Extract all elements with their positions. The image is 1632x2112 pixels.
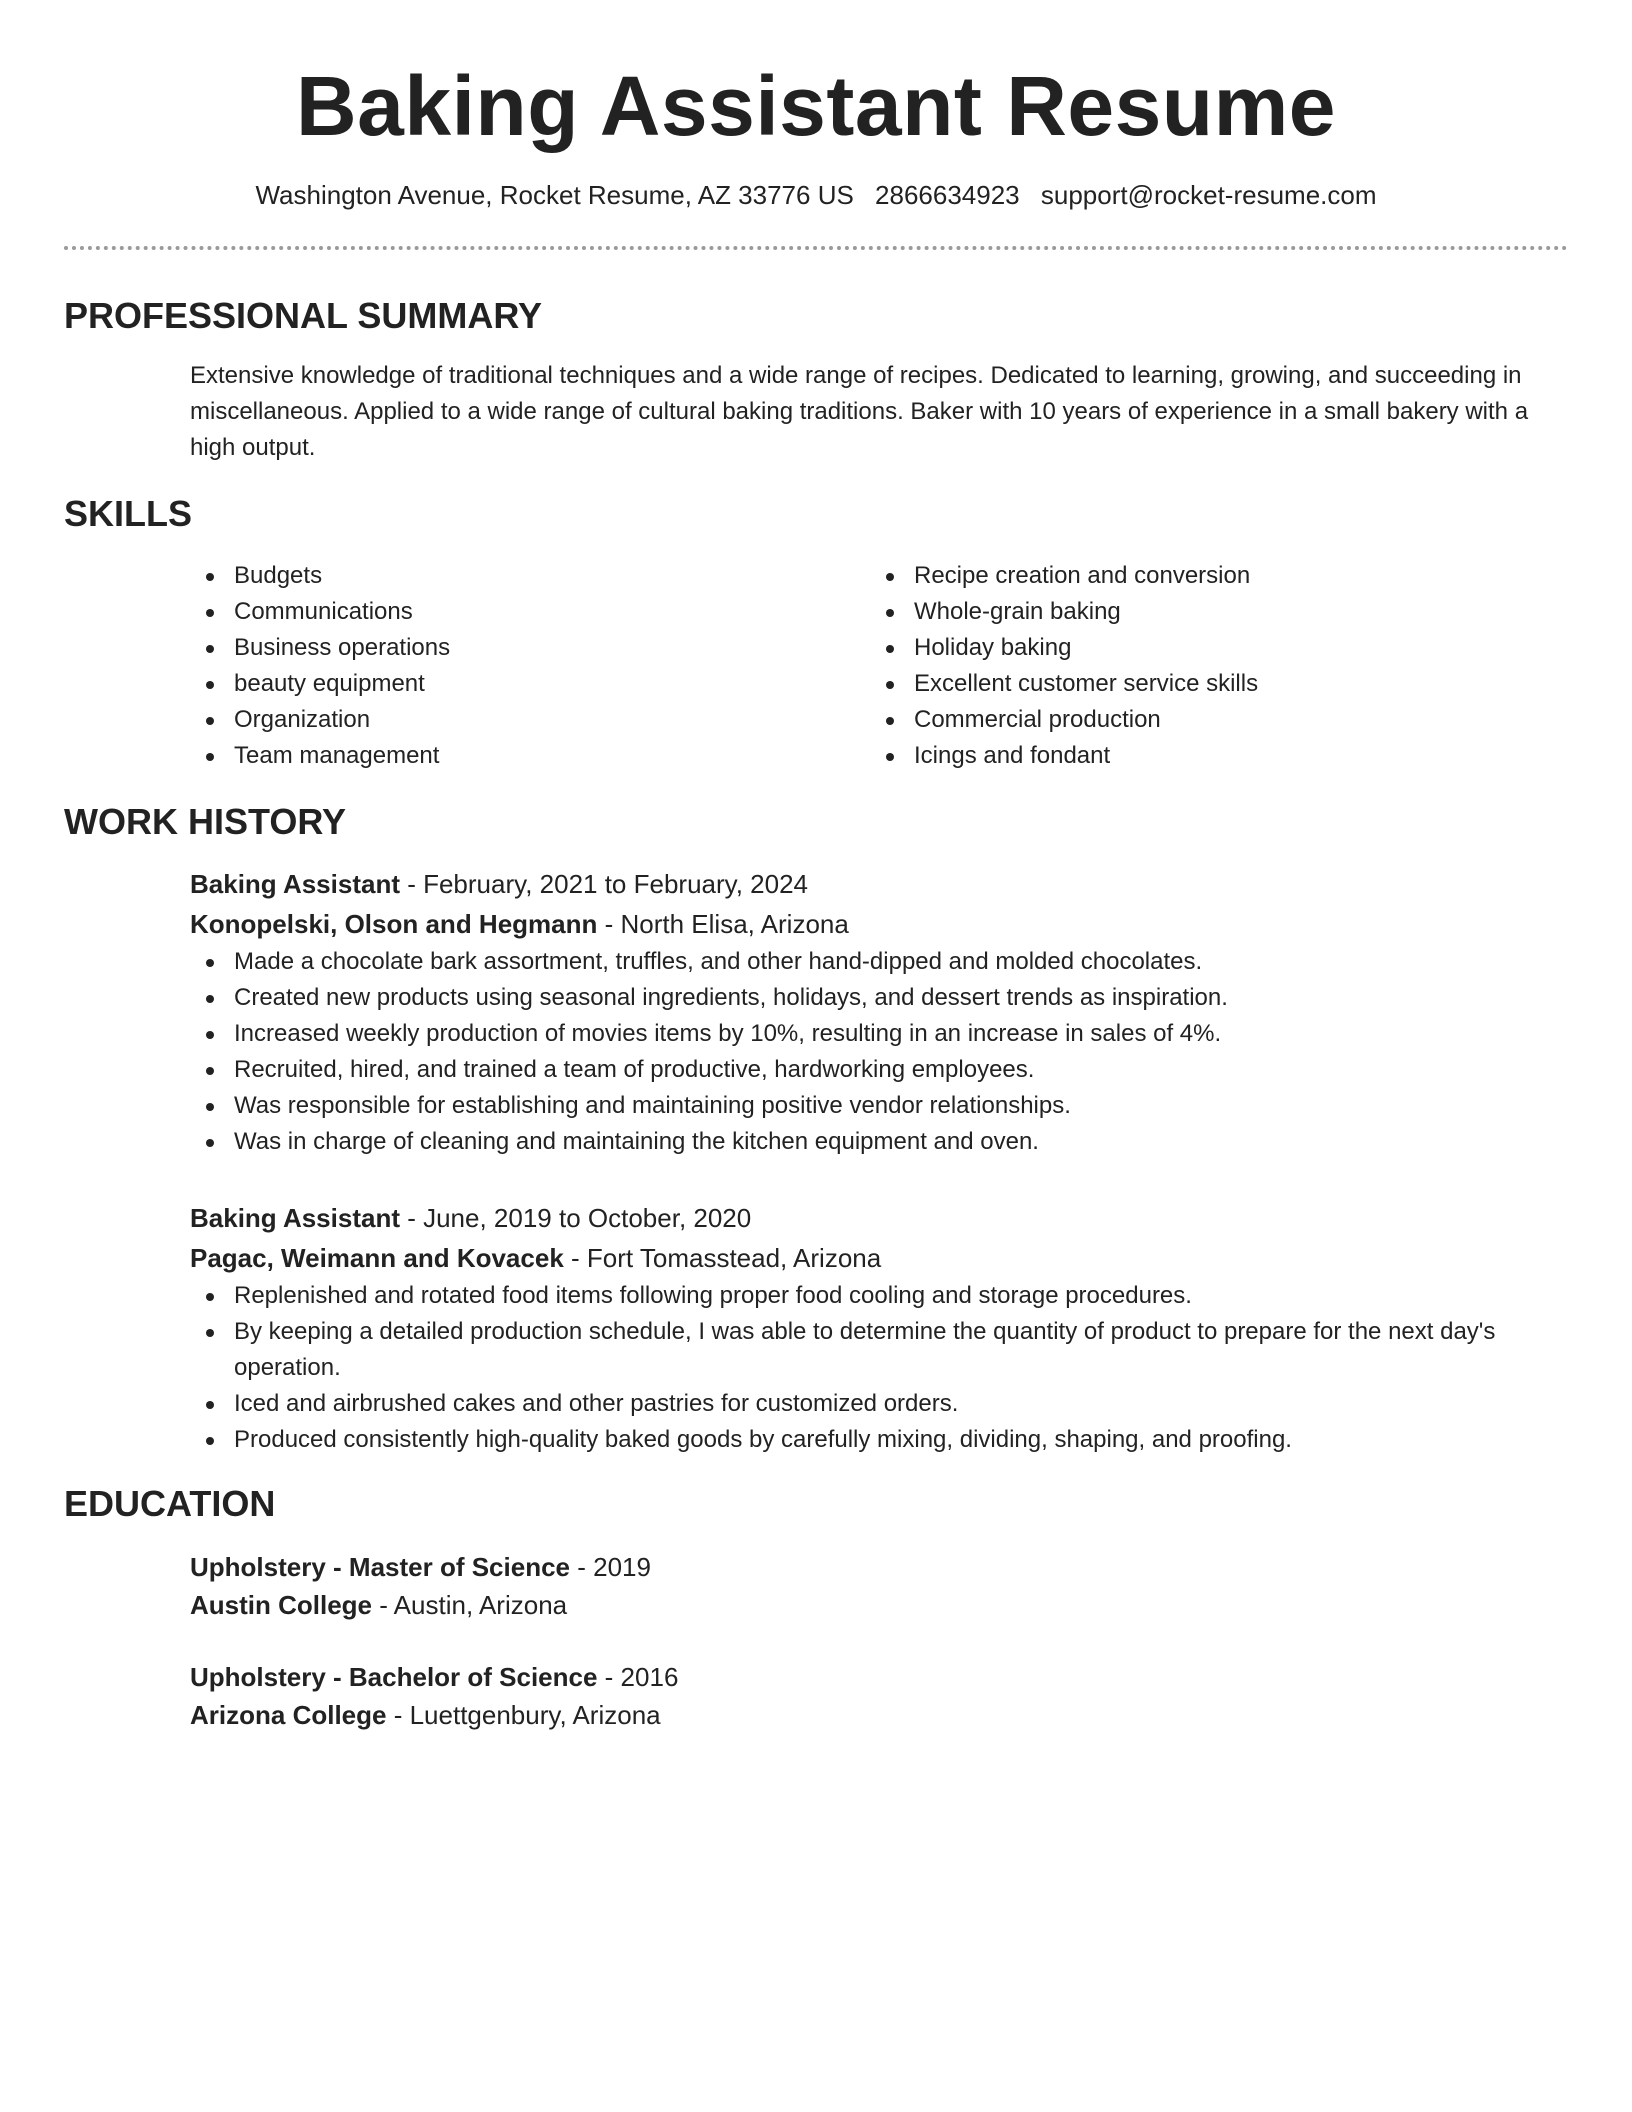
job-location: - North Elisa, Arizona <box>597 909 849 939</box>
skill-item: beauty equipment <box>190 666 870 702</box>
skill-item: Team management <box>190 738 870 774</box>
job-bullet: Made a chocolate bark assortment, truffles, and other hand-dipped and molded chocolates. <box>190 944 1568 980</box>
education-entry <box>190 1658 1568 1734</box>
skill-item: Icings and fondant <box>870 738 1550 774</box>
contact-phone: 2866634923 <box>875 180 1020 210</box>
job-company-line <box>190 1238 1568 1278</box>
summary-heading: PROFESSIONAL SUMMARY <box>64 295 543 336</box>
skills-heading: SKILLS <box>64 493 193 534</box>
summary-text: Extensive knowledge of traditional techniques and a wide range of recipes. Dedicated to learning, growing, and succeeding in miscellaneous. Applied to a wide range of cultural baking traditions. Baker with 10 years of experience in a small bakery with a high output. <box>190 362 1529 461</box>
job-company: Pagac, Weimann and Kovacek <box>190 1243 564 1273</box>
skill-item: Communications <box>190 594 870 630</box>
education-entry <box>190 1548 1568 1624</box>
education-school: Arizona College <box>190 1700 387 1730</box>
education-year: - 2019 <box>570 1552 651 1582</box>
header-divider <box>64 246 1568 250</box>
job-company: Konopelski, Olson and Hegmann <box>190 909 598 939</box>
job-company-line <box>190 904 1568 944</box>
job-bullet: Was in charge of cleaning and maintaining the kitchen equipment and oven. <box>190 1124 1568 1160</box>
skills-column-left <box>190 558 870 774</box>
skill-item: Business operations <box>190 630 870 666</box>
job-bullet: Replenished and rotated food items following proper food cooling and storage procedures. <box>190 1278 1568 1314</box>
job-bullet: Recruited, hired, and trained a team of productive, hardworking employees. <box>190 1052 1568 1088</box>
skills-column-right <box>870 558 1550 774</box>
skill-item: Holiday baking <box>870 630 1550 666</box>
skill-item: Excellent customer service skills <box>870 666 1550 702</box>
job-dates: - June, 2019 to October, 2020 <box>399 1203 752 1233</box>
job-dates: - February, 2021 to February, 2024 <box>399 869 809 899</box>
contact-email: support@rocket-resume.com <box>1040 180 1377 210</box>
resume-title: Baking Assistant Resume <box>295 59 1337 153</box>
education-school-line <box>190 1586 1568 1624</box>
education-degree-line <box>190 1658 1568 1696</box>
skill-item: Budgets <box>190 558 870 594</box>
education-degree: Upholstery - Master of Science <box>190 1552 570 1582</box>
job-bullet: Was responsible for establishing and maintaining positive vendor relationships. <box>190 1088 1568 1124</box>
job-bullet: Iced and airbrushed cakes and other pastries for customized orders. <box>190 1386 1568 1422</box>
education-school-line <box>190 1696 1568 1734</box>
job-bullet: By keeping a detailed production schedule, I was able to determine the quantity of product to prepare for the next day's operation. <box>190 1314 1568 1386</box>
job-location: - Fort Tomasstead, Arizona <box>563 1243 882 1273</box>
job-title: Baking Assistant <box>190 869 400 899</box>
job-bullets <box>190 944 1568 1160</box>
job-entry <box>190 864 1568 1160</box>
education-degree: Upholstery - Bachelor of Science <box>190 1662 598 1692</box>
job-title: Baking Assistant <box>190 1203 400 1233</box>
job-entry <box>190 1198 1568 1458</box>
skill-item: Whole-grain baking <box>870 594 1550 630</box>
skill-item: Commercial production <box>870 702 1550 738</box>
job-title-line <box>190 1198 1568 1238</box>
education-heading: EDUCATION <box>64 1483 276 1524</box>
job-bullet: Produced consistently high-quality baked goods by carefully mixing, dividing, shaping, and proofing. <box>190 1422 1568 1458</box>
contact-address: Washington Avenue, Rocket Resume, AZ 33776 US <box>255 180 854 210</box>
contact-line <box>64 178 1568 212</box>
work-heading: WORK HISTORY <box>64 801 347 842</box>
education-school: Austin College <box>190 1590 373 1620</box>
job-bullets <box>190 1278 1568 1458</box>
education-degree-line <box>190 1548 1568 1586</box>
job-bullet: Created new products using seasonal ingredients, holidays, and dessert trends as inspiration. <box>190 980 1568 1016</box>
skills-list <box>190 558 1568 774</box>
resume-page <box>64 0 1568 1734</box>
job-bullet: Increased weekly production of movies items by 10%, resulting in an increase in sales of 4%. <box>190 1016 1568 1052</box>
skill-item: Organization <box>190 702 870 738</box>
skill-item: Recipe creation and conversion <box>870 558 1550 594</box>
education-location: - Luettgenbury, Arizona <box>386 1700 661 1730</box>
education-year: - 2016 <box>597 1662 679 1692</box>
education-location: - Austin, Arizona <box>372 1590 568 1620</box>
job-title-line <box>190 864 1568 904</box>
